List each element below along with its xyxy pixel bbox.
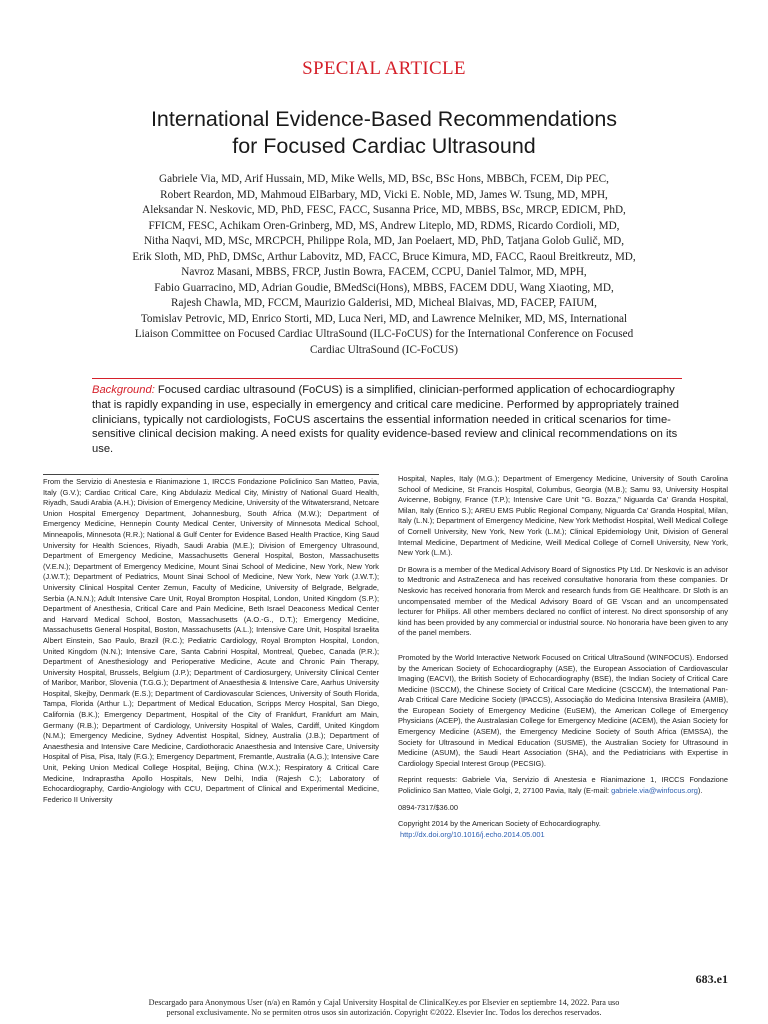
author-line: Cardiac UltraSound (IC-FoCUS)	[310, 343, 458, 356]
download-footer	[70, 998, 698, 1017]
author-line: Gabriele Via, MD, Arif Hussain, MD, Mike Wells, MD, BSc, BSc Hons, MBBCh, FCEM, Dip PEC,	[159, 173, 609, 185]
issn-text: 0894-7317/$36.00	[398, 802, 459, 812]
author-line: Nitha Naqvi, MD, MSc, MRCPCH, Philippe Rola, MD, Jan Poelaert, MD, PhD, Tatjana Golob Gulič, MD,	[143, 235, 625, 247]
author-line: Aleksandar N. Neskovic, MD, PhD, FESC, FACC, Susanna Price, MD, MBBS, BSc, MRCP, EDICM, PhD,	[142, 204, 626, 216]
endorsement-text: Promoted by the World Interactive Network Focused on Critical UltraSound (WINFOCUS). Endorsed by the American Society of Echocardiography (ASE), the European Association of Cardiovascular Imaging (EACVI), the British Society of Echocardiography (BSE), the Indian Society of Critical Care Medicine (ISCCM), the Chinese Society of Critical Care Medicine (CSCCM), the International Pan-Arab Critical Care Medicine Society (IPACCS), Associação do Medicina Intensiva Brasileira (AMIB), the European Society of Emergency Medicine (EuSEM), the American College of Emergency Physicians (ACEP), the Australasian College for Emergency Medicine (ACEM), the Asian Society for Emergency Medicine (ASEM), the Emergency Medicine Society of South Africa (EMSSA), the Society for Ultrasound in Medical Education (SUSME), the Australian Society for Ultrasound in Medicine (ASUM), the Saudi Heart Association (SHA), and the Pediatricians with Expertise in Cardiology Special Interest Group (PECSIG).	[398, 652, 728, 768]
author-line: Liaison Committee on Focused Cardiac UltraSound (ILC-FoCUS) for the International Conference on Focused	[134, 328, 634, 340]
title-line: for Focused Cardiac Ultrasound	[232, 134, 536, 158]
affiliations-continued-text: Hospital, Naples, Italy (M.G.); Department of Emergency Medicine, University of South Carolina School of Medicine, St Francis Hospital, Columbus, Georgia (M.B.); Samu 93, University Hospital Avicenne, Bobigny, France (T.P.); Intensive Care Unit "G. Bozza," Niguarda Ca' Granda Hospital, Milan, Italy (Enrico S.); AREU EMS Public Regional Company, Niguarda Ca' Granda Hospital, Milan, Italy (L.N.); Department of Emergency Medicine, New York Methodist Hospital, Weill Medical College of Cornell University, New York, New York (L.M.); Clinical Epidemiology Unit, Division of General Internal Medicine, Department of Medicine, Weill Medical College of Cornell University, New York, New York (L.M.).	[398, 474, 728, 558]
abstract-background	[92, 378, 682, 457]
reprint-email-link[interactable]: gabriele.via@winfocus.org	[611, 786, 698, 796]
left-column	[43, 474, 379, 811]
reprint-requests	[398, 775, 728, 796]
footer-line: personal exclusivamente. No se permiten otros usos sin autorización. Copyright ©2022. Elsevier Inc. Todos los derechos reservados.	[166, 1007, 602, 1017]
right-column	[398, 474, 728, 840]
page-number: 683.e1	[695, 972, 728, 986]
affiliations-text: From the Servizio di Anestesia e Rianimazione 1, IRCCS Fondazione Policlinico San Matteo, Pavia, Italy (G.V.); Cardiac Critical Care, King Abdulaziz Medical City, Ministry of National Guard Health, Riyadh, Saudi Arabia (A.H.); Division of Emergency Medicine, University of the Witwatersrand, Netcare Union Hospital Emergency Department, Johannesburg, South Africa (M.W.); Department of Emergency Medicine, Hennepin County Medical Center, University of Minnesota Medical School, Minneapolis, Minnesota (R.R.); National & Gulf Center for Evidence Based Health Practice, King Saud University for Health Sciences, Riyadh, Saudi Arabia (M.E.); Division of Emergency Ultrasound, Department of Emergency Medicine, Massachusetts General Hospital, Boston, Massachusetts (V.E.N.); Department of Emergency Medicine, Mount Sinai School of Medicine, New York, New York (J.W.T.); Department of Pediatrics, Mount Sinai School of Medicine, New York, New York (J.W.T.); University Clinical Hospital Center Zemun, Faculty of Medicine, University of Belgrade, Belgrade, Serbia (A.N.N.); Adult Intensive Care Unit, Royal Brompton Hospital, London, United Kingdom (S.P.); Department of Anesthesia, Critical Care and Pain Medicine, Beth Israel Deaconess Medical Center and Harvard Medical School, Boston, Massachusetts (A.O.-G., D.T.); Emergency Medicine, Massachusetts General Hospital, Boston, Massachusetts (A.L.); Intensive Care Unit, Hospital Israelita Albert Einstein, Sao Paulo, Brazil (R.C.); Pediatric Cardiology, Royal Brompton Hospital, London, United Kingdom (N.N.); Intensive Care, Santa Cabrini Hospital, Montreal, Quebec, Canada (P.R.); Department of Anesthesiology and Perioperative Medicine, Acute and Chronic Pain Therapy, University Hospital, Brussels, Belgium (J.P.); Department of Cardiosurgery, University Clinical Center of Maribor, Maribor, Slovenia (T.G.G.); Department of Anaesthesia & Intensive Care, Aarhus University Hospital, Skejby, Denmark (E.S.); Department of Cardiovascular Sciences, University of South Florida, Tampa, Florida (Arthur L.); Department of Medical Education, Scripps Mercy Hospital, San Diego, California (B.K.); Emergency Department, Hospital of the City of Frankfurt, Frankfurt am Main, Germany (R.B.); Department of Cardiology, University Hospital of Wales, Cardiff, United Kingdom (N.M.); Emergency Medicine, Sydney Adventist Hospital, Sidney, Australia (J.B.); Department of Anaesthesia and Intensive Care Medicine, Cardiothoracic Anaesthesia and Intensive Care, University Hospital of Pisa, Pisa, Italy (F.G.); Emergency Department, Fremantle, Australia (A.G.); Intensive Care Unit, Peking Union Medical College Hospital, Beijing, China (W.X.); Respiratory & Critical Care Medicine, Indraprastha Apollo Hospitals, New Delhi, India (Rajesh C.); Laboratory of Echocardiography, Cardio-Angiology with CCU, Department of Clinical and Experimental Medicine, Federico II University	[43, 477, 379, 804]
title-line: International Evidence-Based Recommendations	[150, 107, 618, 131]
article-title	[60, 106, 708, 160]
abstract-text: Focused cardiac ultrasound (FoCUS) is a simplified, clinician-performed application of echocardiography that is rapidly expanding in use, especially in emergency and critical care medicine. Performed by appropriately trained clinicians, typically not cardiologists, FoCUS ascertains the essential information needed in critical scenarios for time-sensitive clinical decision making. A need exists for quality evidence-based review and clinical recommendations on its use.	[92, 384, 680, 456]
disclosures-text: Dr Bowra is a member of the Medical Advisory Board of Signostics Pty Ltd. Dr Neskovic is an advisor to Medtronic and AstraZeneca and has received consultative honoraria from these companies. Dr Neskovic has received honoraria from Merck and research funds from GE Healthcare. Dr Sloth is an uncompensated member of the Medical Advisory Board of GE Vscan and an uncompensated lecturer for Philips. All other members declared no conflict of interest. No direct sponsorship of any kind has been provided by any commercial or industrial source. No honoraria have been given to any of the panel members.	[398, 564, 728, 638]
reprint-end: ).	[697, 786, 703, 796]
abstract-label: Background:	[92, 384, 155, 396]
author-list	[90, 172, 678, 358]
author-line: Fabio Guarracino, MD, Adrian Goudie, BMedSci(Hons), MBBS, FACEM DDU, Wang Xiaoting, MD,	[154, 281, 614, 294]
author-line: Robert Reardon, MD, Mahmoud ElBarbary, MD, Vicki E. Noble, MD, James W. Tsung, MD, MPH,	[160, 188, 608, 201]
reprint-text: Reprint requests: Gabriele Via, Servizio di Anestesia e Rianimazione 1, IRCCS Fondazione Policlinico San Matteo, Viale Golgi, 2, 27100 Pavia, Italy (E-mail:	[398, 775, 728, 796]
copyright-text: Copyright 2014 by the American Society of Echocardiography.	[398, 819, 601, 829]
author-line: FFICM, FESC, Achikam Oren-Grinberg, MD, MS, Andrew Liteplo, MD, RDMS, Ricardo Cordioli, MD,	[148, 219, 620, 232]
footer-line: Descargado para Anonymous User (n/a) en Ramón y Cajal University Hospital de ClinicalKey.es por Elsevier en septiembre 14, 2022. Para uso	[148, 998, 620, 1007]
author-line: Navroz Masani, MBBS, FRCP, Justin Bowra, FACEM, CCPU, Daniel Talmor, MD, MPH,	[181, 266, 587, 278]
author-line: Erik Sloth, MD, PhD, DMSc, Arthur Labovitz, MD, FACC, Bruce Kimura, MD, FACC, Raoul Breitkreutz, MD,	[132, 250, 636, 263]
section-label: SPECIAL ARTICLE	[302, 58, 466, 79]
author-line: Tomislav Petrovic, MD, Enrico Storti, MD, Luca Neri, MD, and Lawrence Melniker, MD, MS, International	[140, 312, 628, 325]
doi-link[interactable]: http://dx.doi.org/10.1016/j.echo.2014.05.001	[400, 829, 545, 839]
author-line: Rajesh Chawla, MD, FCCM, Maurizio Galderisi, MD, Micheal Blaivas, MD, FACEP, FAIUM,	[171, 297, 597, 309]
